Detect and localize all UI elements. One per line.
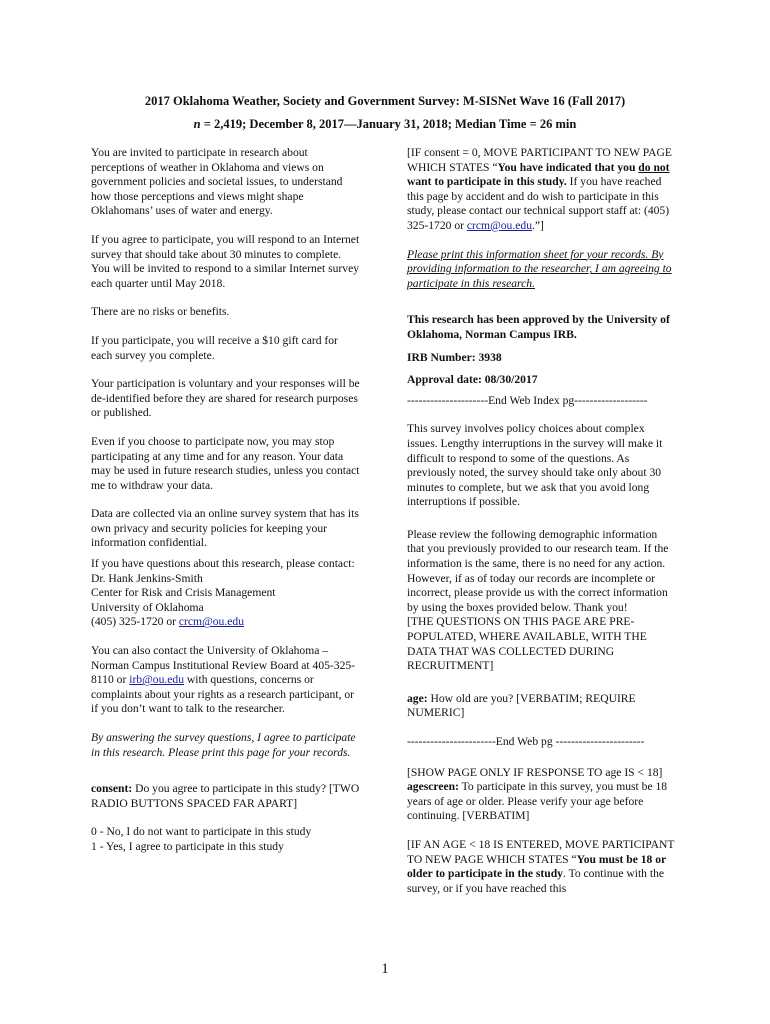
- survey-dates: = 2,419; December 8, 2017—January 31, 2018; Median Time = 26 min: [200, 117, 577, 131]
- sample-size-symbol: n: [193, 117, 201, 131]
- end-web-index-divider: ---------------------End Web Index pg-------------------: [407, 393, 648, 407]
- privacy-paragraph: Data are collected via an online survey system that has its own privacy and security policies for keeping your information confidential.: [91, 507, 359, 550]
- consent-options: [91, 825, 361, 854]
- irb-approval: This research has been approved by the University of Oklahoma, Norman Campus IRB.: [407, 313, 670, 341]
- voluntary-paragraph: Your participation is voluntary and your responses will be de-identified before they are shared for research purposes or published.: [91, 377, 360, 420]
- end-web-page-divider: -----------------------End Web pg -----------------------: [407, 735, 645, 748]
- age-question: age: How old are you? [VERBATIM; REQUIRE NUMERIC]: [407, 691, 636, 720]
- policy-paragraph: This survey involves policy choices about complex issues. Lengthy interruptions in the survey will make it difficult to respond to some of the questions. As previously noted, the survey should take only about 30 minutes to complete, but we ask that you avoid long interruptions if possible.: [407, 422, 663, 509]
- contact-email-link[interactable]: crcm@ou.edu: [178, 615, 244, 629]
- print-note: Please print this information sheet for your records. By providing information to the researcher, I am agreeing to participate in this research.: [407, 247, 672, 290]
- survey-subtitle: [0, 117, 770, 132]
- prepopulated-note: [THE QUESTIONS ON THIS PAGE ARE PRE-POPULATED, WHERE AVAILABLE, WITH THE DATA THAT WAS COLLECTED DURING RECRUITMENT]: [407, 615, 647, 673]
- under-18-instruction: [IF AN AGE < 18 IS ENTERED, MOVE PARTICIPANT TO NEW PAGE WHICH STATES “You must be 18 or older to participate in the study. To continue with the survey, or if you have reached this: [407, 837, 675, 895]
- support-email-link[interactable]: crcm@ou.edu: [466, 218, 532, 232]
- demographic-paragraph: Please review the following demographic information that you previously provided to our research team. If the information is the same, there is no need for any action. However, if as of today our records are incomplete or incorrect, please provide us with the correct information by using the boxes provided below. Thank you!: [407, 527, 669, 614]
- show-page-instruction: [SHOW PAGE ONLY IF RESPONSE TO age IS < 18]: [407, 765, 663, 779]
- withdraw-paragraph: Even if you choose to participate now, you may stop participating at any time and for any reason. Your data may be used in future research studies, unless you contact me to withdraw your data.: [91, 434, 360, 492]
- age-label: age:: [407, 691, 428, 705]
- decline-instruction: [IF consent = 0, MOVE PARTICIPANT TO NEW PAGE WHICH STATES “You have indicated that you do not want to participate in this study. If you have reached this page by accident and do wish to participate in this study, please contact our technical support staff at: (405) 325-1720 or crcm@ou.edu.”]: [407, 146, 672, 232]
- participation-paragraph: If you agree to participate, you will respond to an Internet survey that should take about 30 minutes to complete. You will be invited to respond to a similar Internet survey each quarter until May 2018.: [91, 232, 360, 290]
- gift-card-paragraph: If you participate, you will receive a $10 gift card for each survey you complete.: [91, 333, 338, 362]
- survey-title: 2017 Oklahoma Weather, Society and Government Survey: M-SISNet Wave 16 (Fall 2017): [144, 94, 626, 108]
- contact-intro: If you have questions about this research, please contact:: [91, 557, 355, 571]
- irb-contact-paragraph: You can also contact the University of Oklahoma – Norman Campus Institutional Review Board at 405-325-8110 or irb@ou.edu with questions, concerns or complaints about your rights as a research participant, or if you don’t want to talk to the researcher.: [91, 644, 356, 716]
- approval-date: Approval date: 08/30/2017: [407, 373, 538, 387]
- contact-org: Center for Risk and Crisis Management: [91, 586, 276, 600]
- contact-phone: (405) 325-1720 or: [91, 615, 179, 629]
- invitation-paragraph: You are invited to participate in research about perceptions of weather in Oklahoma and views on government policies and societal issues, to understand how those perceptions and views might shape Oklahomans’ uses of water and energy.: [91, 146, 343, 218]
- irb-email-link[interactable]: irb@ou.edu: [129, 673, 185, 687]
- consent-option-no: 0 - No, I do not want to participate in this study: [91, 825, 312, 839]
- contact-university: University of Oklahoma: [91, 600, 204, 614]
- consent-question: consent: Do you agree to participate in this study? [TWO RADIO BUTTONS SPACED FAR APART]: [91, 782, 360, 810]
- contact-name: Dr. Hank Jenkins-Smith: [91, 571, 203, 585]
- risks-paragraph: There are no risks or benefits.: [91, 305, 230, 319]
- agescreen-question: agescreen: To participate in this survey, you must be 18 years of age or older. Please verify your age before continuing. [VERBATIM]: [407, 780, 668, 823]
- contact-block: [91, 557, 361, 630]
- right-column: [407, 146, 677, 896]
- irb-number: IRB Number: 3938: [407, 350, 502, 364]
- agree-note: By answering the survey questions, I agree to participate in this research. Please print this page for your records.: [91, 731, 356, 759]
- left-column: [91, 146, 361, 855]
- consent-label: consent:: [91, 782, 133, 796]
- consent-option-yes: 1 - Yes, I agree to participate in this study: [91, 839, 284, 853]
- page-number: 1: [381, 961, 389, 977]
- agescreen-label: agescreen:: [407, 780, 459, 794]
